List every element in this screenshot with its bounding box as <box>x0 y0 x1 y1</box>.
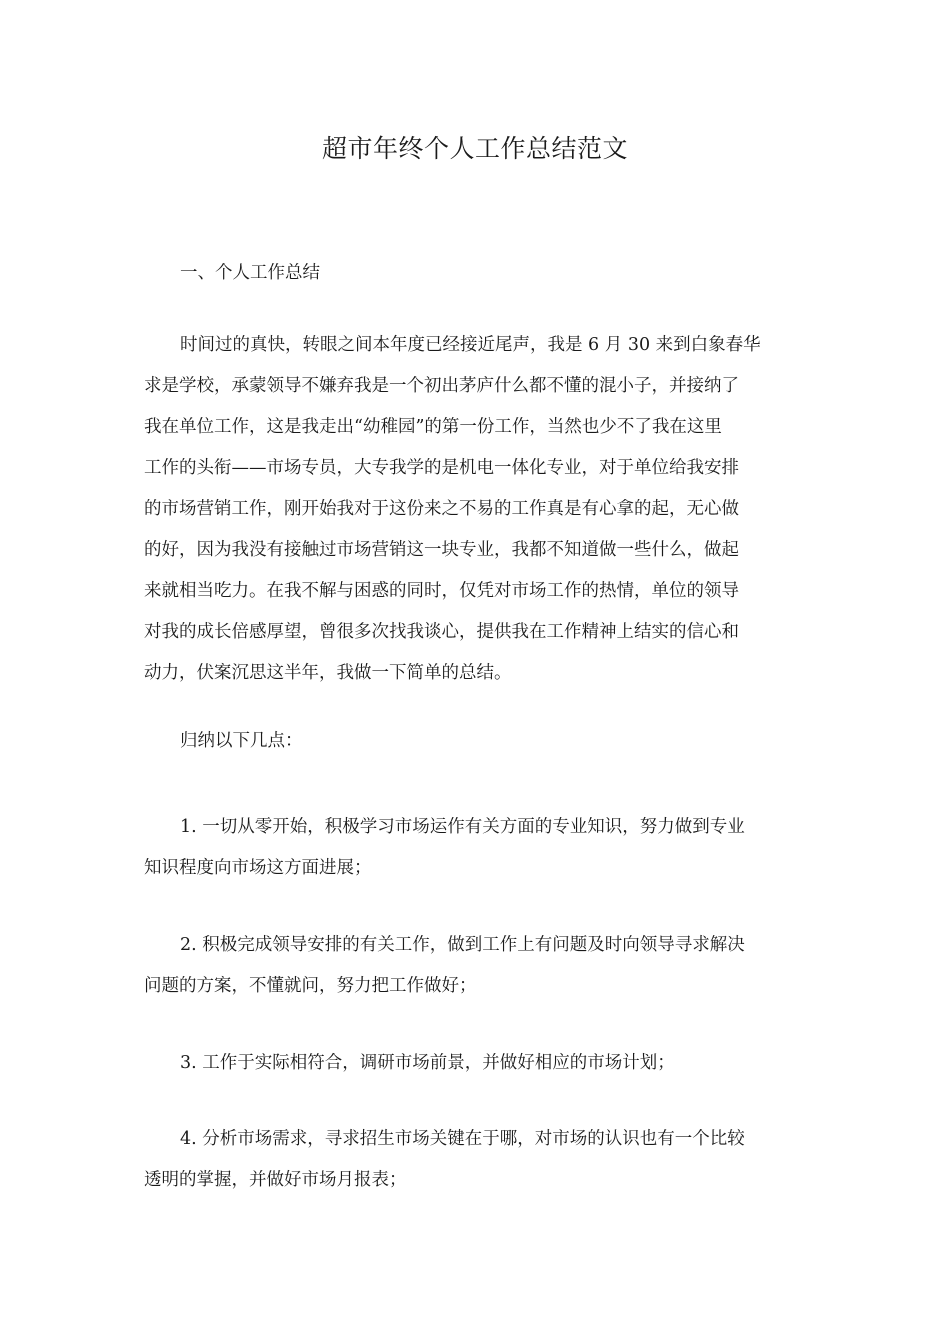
paragraph-line: 的市场营销工作，刚开始我对于这份来之不易的工作真是有心拿的起，无心做 <box>144 499 739 519</box>
paragraph-line: 工作的头衔——市场专员，大专我学的是机电一体化专业，对于单位给我安排 <box>144 458 739 478</box>
list-item <box>144 1043 798 1084</box>
paragraph-line: 求是学校，承蒙领导不嫌弃我是一个初出茅庐什么都不懂的混小子，并接纳了 <box>144 376 739 396</box>
list-item <box>144 807 798 889</box>
list-item-line: 问题的方案，不懂就问，努力把工作做好； <box>144 976 477 996</box>
list-item <box>144 1119 798 1201</box>
list-item-line: 知识程度向市场这方面进展； <box>144 858 372 878</box>
paragraph-intro <box>144 325 798 694</box>
paragraph-line: 动力，伏案沉思这半年，我做一下简单的总结。 <box>144 663 512 683</box>
section-heading-text: 一、个人工作总结 <box>180 263 320 283</box>
document-title: 超市年终个人工作总结范文 <box>321 134 628 163</box>
paragraph-line: 对我的成长倍感厚望，曾很多次找我谈心，提供我在工作精神上结实的信心和 <box>144 622 739 642</box>
paragraph-line: 时间过的真快，转眼之间本年度已经接近尾声，我是 6 月 30 来到白象春华 <box>180 335 761 355</box>
list-item <box>144 925 798 1007</box>
list-item-line: 3. 工作于实际相符合，调研市场前景，并做好相应的市场计划； <box>180 1053 675 1073</box>
list-item-line: 1. 一切从零开始，积极学习市场运作有关方面的专业知识，努力做到专业 <box>180 817 745 837</box>
paragraph-line: 的好，因为我没有接触过市场营销这一块专业，我都不知道做一些什么，做起 <box>144 540 739 560</box>
list-item-line: 2. 积极完成领导安排的有关工作，做到工作上有问题及时向领导寻求解决 <box>180 935 745 955</box>
paragraph-summary-intro <box>144 721 798 762</box>
list-item-line: 4. 分析市场需求，寻求招生市场关键在于哪，对市场的认识也有一个比较 <box>180 1129 745 1149</box>
paragraph-line: 来就相当吃力。在我不解与困惑的同时，仅凭对市场工作的热情，单位的领导 <box>144 581 739 601</box>
list-item-line: 透明的掌握，并做好市场月报表； <box>144 1170 407 1190</box>
section-heading <box>144 253 798 294</box>
paragraph-line: 我在单位工作，这是我走出“幼稚园”的第一份工作，当然也少不了我在这里 <box>144 417 722 437</box>
paragraph-line: 归纳以下几点： <box>180 731 303 751</box>
